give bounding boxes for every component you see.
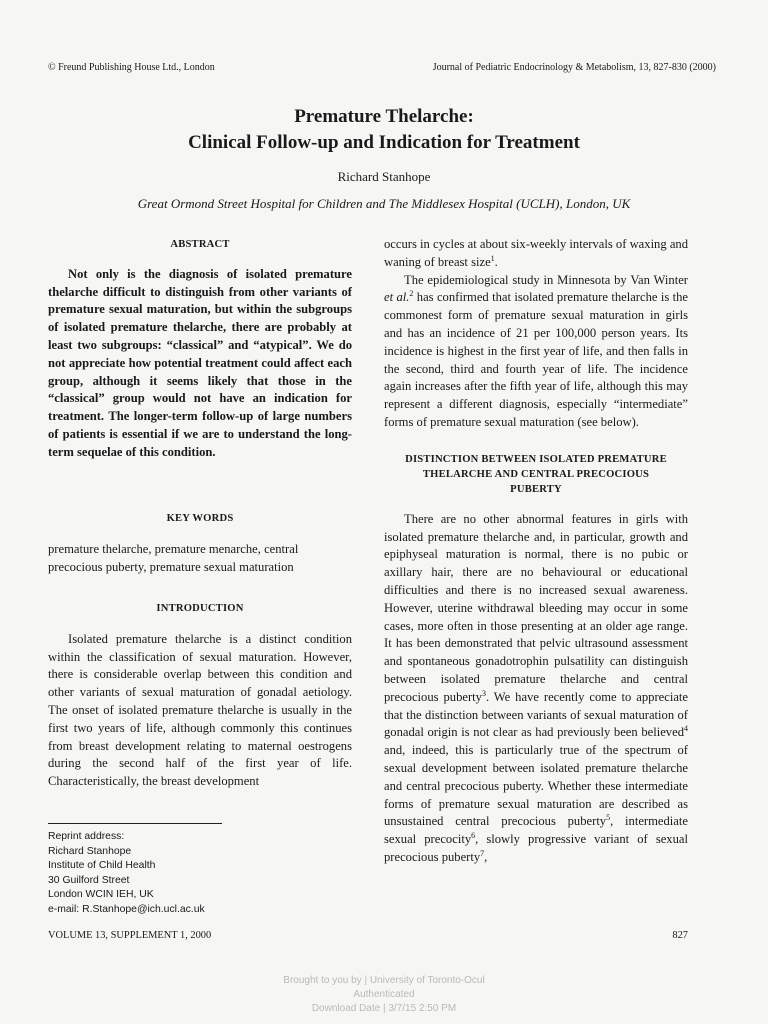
distinction-paragraph: There are no other abnormal features in girls with isolated premature thelarche and, in particular, growth and epiphyseal maturation is normal, there is no pubic or axillary hair, there are no behavioural or educational difficulties and there is no increased sexual awareness. However, uterine withdrawal bleeding may occur in some cases, more often in those presenting at an older age range. It has been demonstrated that pelvic ultrasound assessment and spontaneous gonadotrophin pulsatility can distinguish between isolated premature thelarche and central precocious puberty$^3$. We have recently come to appreciate that the distinction between variants of sexual maturation of gonadal origin is not clear as had previously been believed$^4$ and, indeed, this is particularly true of the spectrum of sexual development between isolated premature thelarche and central precocious puberty. Whether these intermediate forms of premature sexual maturation are described as unsustained central precocious puberty$^5$, intermediate sexual precocity$^6$, slowly progressive variant of sexual precocious puberty$^7$, <box>384 511 688 864</box>
right-column <box>384 236 688 867</box>
article-title-line2: Clinical Follow-up and Indication for Treatment <box>188 132 580 153</box>
reprint-email: e-mail: R.Stanhope@ich.ucl.ac.uk <box>48 903 205 915</box>
header-journal: Journal of Pediatric Endocrinology & Metabolism, 13, 827-830 (2000) <box>432 62 716 73</box>
reprint-line: London WCIN IEH, UK <box>48 889 154 901</box>
abstract-heading: ABSTRACT <box>170 239 230 250</box>
reference-marker: 3 <box>481 688 486 698</box>
introduction-text: Isolated premature thelarche is a distinct condition within the classification of sexual maturation. However, there is considerable overlap between this condition and other variants of sexual maturation of gonadal aetiology. The onset of isolated premature thelarche is usually in the first two years of life, although commonly this continues from breast development relating to maternal oestrogens during the second half of the first year of life. Characteristically, the breast development <box>48 631 352 789</box>
footnote-rule <box>48 823 222 824</box>
distinction-heading: DISTINCTION BETWEEN ISOLATED PREMATURE THELARCHE AND CENTRAL PRECOCIOUS PUBERTY <box>405 453 667 495</box>
article-title-line1: Premature Thelarche: <box>294 106 474 127</box>
keywords-text: premature thelarche, premature menarche, central precocious puberty, premature sexual maturation <box>48 541 299 574</box>
introduction-heading: INTRODUCTION <box>156 603 244 614</box>
reprint-line: 30 Guilford Street <box>48 874 130 886</box>
download-notice-line3: Download Date | 3/7/15 2:50 PM <box>311 1003 457 1014</box>
affiliation: Great Ormond Street Hospital for Children and The Middlesex Hospital (UCLH), London, UK <box>137 196 631 211</box>
keywords-section <box>48 510 352 576</box>
keywords-heading: KEY WORDS <box>166 513 234 524</box>
reference-marker: 7 <box>480 848 485 858</box>
reference-marker: 6 <box>471 830 476 840</box>
continued-paragraph: occurs in cycles at about six-weekly intervals of waxing and waning of breast size$^1$. <box>384 237 688 269</box>
reprint-line: Richard Stanhope <box>48 845 132 857</box>
reprint-address <box>48 830 205 918</box>
reprint-line: Reprint address: <box>48 831 125 842</box>
reference-marker: 4 <box>684 724 688 734</box>
download-notice-line2: Authenticated <box>353 989 415 1000</box>
introduction-section <box>48 600 352 791</box>
reference-marker: 1 <box>490 253 495 263</box>
reprint-line: Institute of Child Health <box>48 860 156 872</box>
page-number: 827 <box>672 930 688 941</box>
download-notice-line1: Brought to you by | University of Toronto-Ocul <box>283 975 485 986</box>
author: Richard Stanhope <box>337 169 431 184</box>
abstract-section <box>48 236 352 462</box>
reference-marker: 5 <box>606 813 611 823</box>
epidemiology-paragraph: The epidemiological study in Minnesota by Van Winter et al.$^2$ has confirmed that isolated premature thelarche is the commonest form of premature sexual maturation in girls and has an incidence of 21 per 100,000 person years. Its incidence is highest in the first year of life, and then falls in the second, third and fourth year of life. The incidence again increases after the fifth year of life, although this may represent a different diagnosis, especially “intermediate” forms of premature sexual maturation (see below). <box>384 272 688 429</box>
abstract-text: Not only is the diagnosis of isolated premature thelarche difficult to distinguish from other variants of premature sexual maturation, but within the subgroups of isolated premature thelarche, there are probably at least two subgroups: “classical” and “atypical”. We do not appreciate how potential treatment could affect each group, although it seems likely that those in the “classical” group would not have an indication for treatment. The longer-term follow-up of large numbers of patients is essential if we are to understand the long-term sequelae of this condition. <box>48 266 352 459</box>
header-publisher: © Freund Publishing House Ltd., London <box>48 62 215 73</box>
reference-marker: 2 <box>409 289 414 299</box>
footer-volume: VOLUME 13, SUPPLEMENT 1, 2000 <box>48 930 212 941</box>
